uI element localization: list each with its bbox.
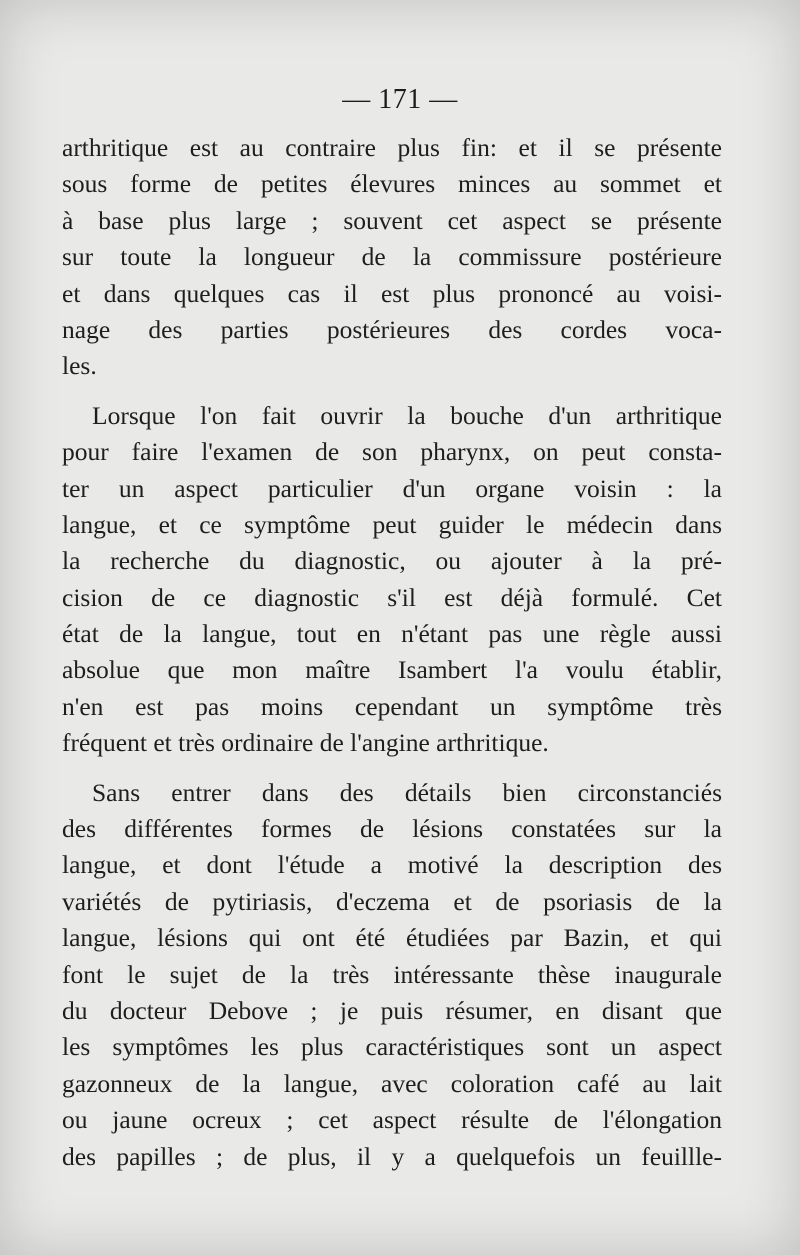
text-line: nage des parties postérieures des cordes voca- [62, 314, 722, 344]
text-line: Sans entrer dans des détails bien circonstanciés [92, 777, 722, 807]
text-line: des différentes formes de lésions constatées sur la [62, 814, 722, 844]
text-line: état de la langue, tout en n'étant pas une règle aussi [62, 619, 722, 649]
body-text [62, 130, 722, 1175]
paragraph-3 [62, 775, 722, 1175]
text-line: font le sujet de la très intéressante thèse inaugurale [62, 959, 722, 989]
text-line: du docteur Debove ; je puis résumer, en disant que [62, 995, 722, 1025]
text-line: ou jaune ocreux ; cet aspect résulte de l'élongation [62, 1105, 722, 1135]
text-line: n'en est pas moins cependant un symptôme très [62, 691, 722, 721]
text-line: la recherche du diagnostic, ou ajouter à la pré- [62, 546, 722, 576]
text-line: langue, lésions qui ont été étudiées par Bazin, et qui [62, 923, 722, 953]
text-line: langue, et dont l'étude a motivé la description des [62, 850, 722, 880]
text-line: gazonneux de la langue, avec coloration café au lait [62, 1068, 722, 1098]
text-line: langue, et ce symptôme peut guider le médecin dans [62, 509, 722, 539]
text-line: pour faire l'examen de son pharynx, on peut consta- [62, 437, 722, 467]
text-line: Lorsque l'on fait ouvrir la bouche d'un arthritique [92, 400, 722, 430]
text-line: à base plus large ; souvent cet aspect se présente [62, 205, 722, 235]
text-line: variétés de pytiriasis, d'eczema et de psoriasis de la [62, 886, 722, 916]
page-number: — 171 — [342, 84, 458, 115]
text-line: arthritique est au contraire plus fin: et il se présente [62, 133, 722, 162]
text-line: absolue que mon maître Isambert l'a voulu établir, [62, 655, 722, 685]
text-line: ter un aspect particulier d'un organe voisin : la [62, 473, 722, 503]
text-line: les symptômes les plus caractéristiques sont un aspect [62, 1032, 722, 1062]
text-line: des papilles ; de plus, il y a quelquefois un feuillle- [62, 1141, 722, 1171]
text-line: sur toute la longueur de la commissure postérieure [62, 242, 722, 272]
paragraph-1 [62, 130, 722, 385]
text-line: cision de ce diagnostic s'il est déjà formulé. Cet [62, 582, 722, 612]
text-line: les. [62, 351, 97, 381]
text-line: fréquent et très ordinaire de l'angine arthritique. [62, 728, 549, 758]
paragraph-2 [62, 398, 722, 762]
text-line: et dans quelques cas il est plus prononcé au voisi- [62, 278, 722, 308]
text-line: sous forme de petites élevures minces au sommet et [62, 169, 722, 199]
